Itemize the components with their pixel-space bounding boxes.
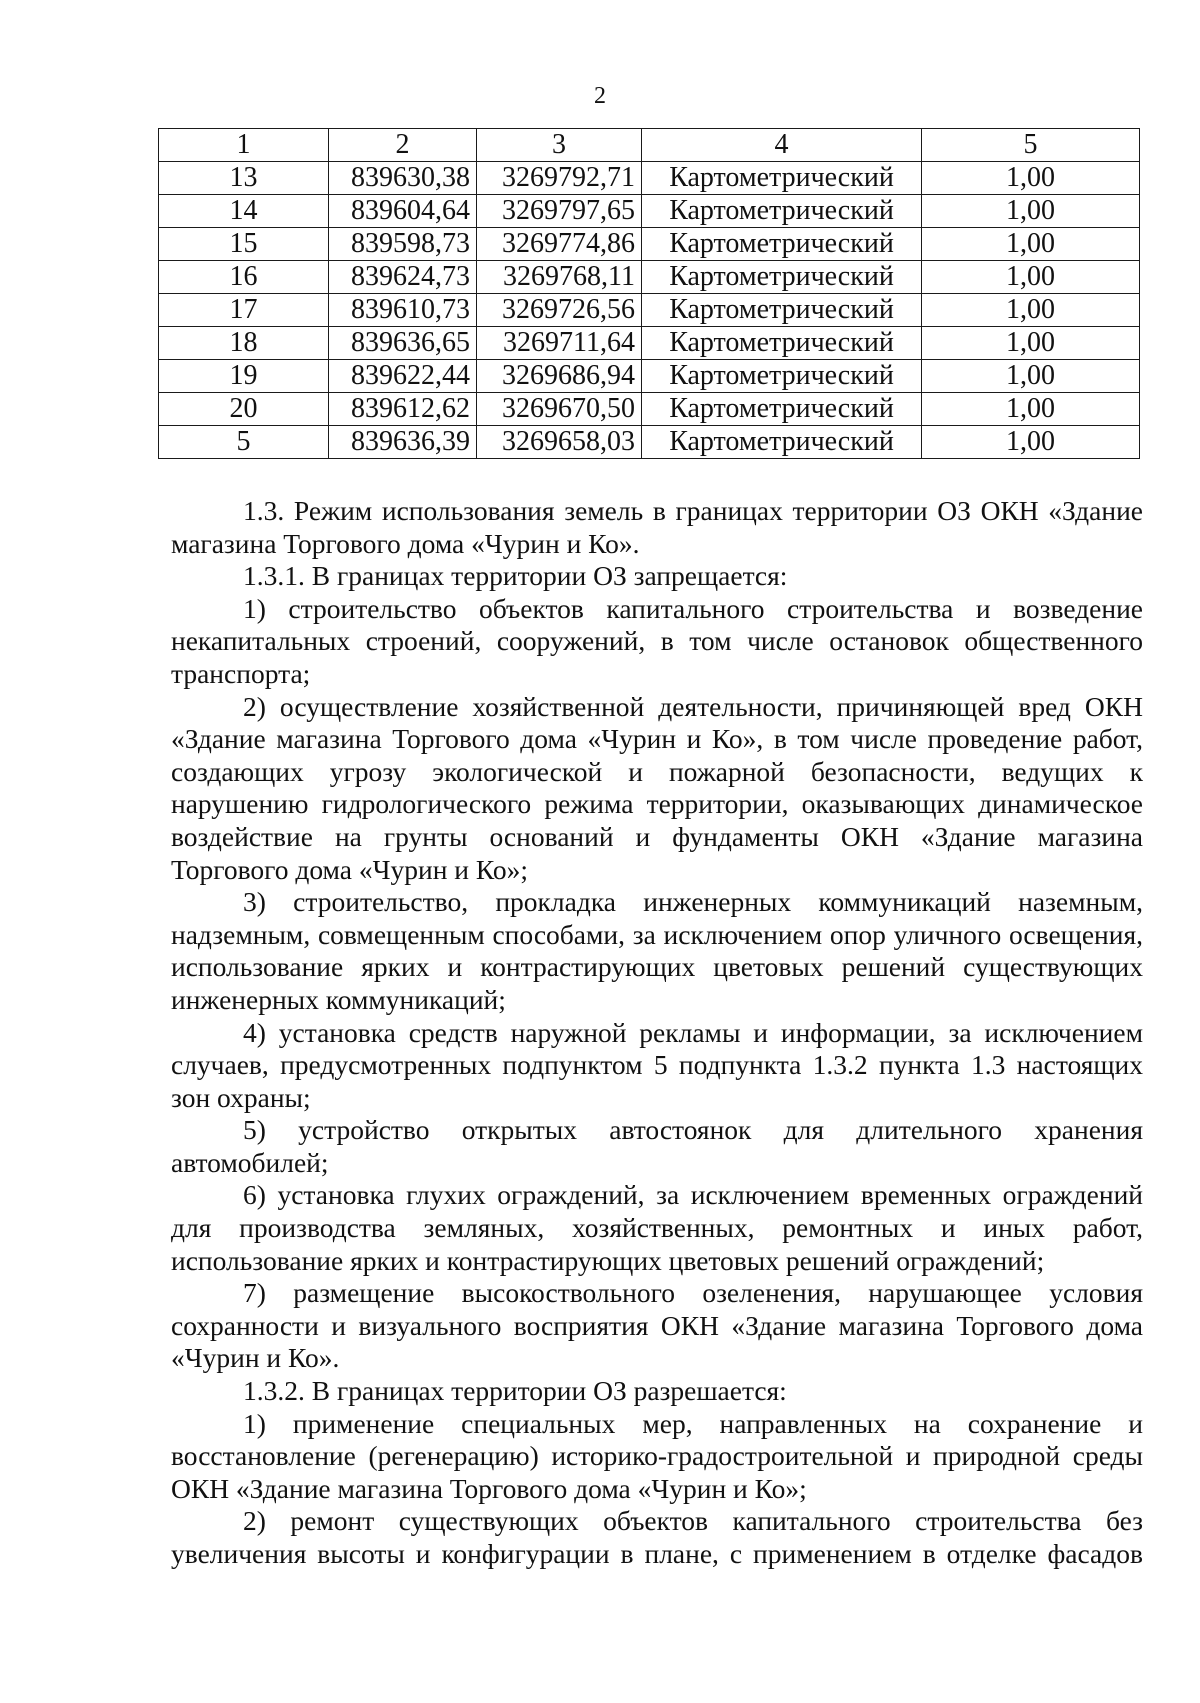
accuracy-cell: 1,00 (922, 327, 1140, 360)
point-number-cell: 15 (159, 228, 329, 261)
accuracy-cell: 1,00 (922, 195, 1140, 228)
method-cell: Картометрический (642, 261, 922, 294)
point-number-cell: 18 (159, 327, 329, 360)
table-row (159, 294, 1140, 327)
coordinates-table (158, 128, 1140, 459)
point-number-cell: 19 (159, 360, 329, 393)
y-coordinate-cell: 3269658,03 (477, 426, 642, 459)
x-coordinate-cell: 839612,62 (329, 393, 477, 426)
method-cell: Картометрический (642, 327, 922, 360)
y-coordinate-cell: 3269686,94 (477, 360, 642, 393)
document-body (171, 495, 1143, 1571)
method-cell: Картометрический (642, 195, 922, 228)
table-header-row (159, 129, 1140, 162)
point-number-cell: 17 (159, 294, 329, 327)
x-coordinate-cell: 839636,65 (329, 327, 477, 360)
x-coordinate-cell: 839598,73 (329, 228, 477, 261)
y-coordinate-cell: 3269726,56 (477, 294, 642, 327)
x-coordinate-cell: 839610,73 (329, 294, 477, 327)
x-coordinate-cell: 839622,44 (329, 360, 477, 393)
y-coordinate-cell: 3269792,71 (477, 162, 642, 195)
header-cell-3: 3 (477, 129, 642, 162)
header-cell-2: 2 (329, 129, 477, 162)
method-cell: Картометрический (642, 426, 922, 459)
accuracy-cell: 1,00 (922, 261, 1140, 294)
method-cell: Картометрический (642, 162, 922, 195)
x-coordinate-cell: 839630,38 (329, 162, 477, 195)
table-row (159, 162, 1140, 195)
accuracy-cell: 1,00 (922, 426, 1140, 459)
accuracy-cell: 1,00 (922, 393, 1140, 426)
point-number-cell: 5 (159, 426, 329, 459)
table-row (159, 228, 1140, 261)
paragraph-1-3: 1.3. Режим использования земель в границах территории ОЗ ОКН «Здание магазина Торгового дома «Чурин и Ко». (171, 495, 1143, 559)
table-row (159, 261, 1140, 294)
point-number-cell: 14 (159, 195, 329, 228)
paragraph-1-3-1: 1.3.1. В границах территории ОЗ запрещается: (243, 560, 788, 592)
table-row (159, 327, 1140, 360)
list-item-allowed-2: 2) ремонт существующих объектов капитального строительства без увеличения высоты и конфигурации в плане, с применением в отделке фасадов (171, 1505, 1143, 1569)
header-cell-1: 1 (159, 129, 329, 162)
table-row (159, 195, 1140, 228)
accuracy-cell: 1,00 (922, 228, 1140, 261)
point-number-cell: 16 (159, 261, 329, 294)
point-number-cell: 13 (159, 162, 329, 195)
method-cell: Картометрический (642, 294, 922, 327)
method-cell: Картометрический (642, 360, 922, 393)
list-item-prohibited-2: 2) осуществление хозяйственной деятельности, причиняющей вред ОКН «Здание магазина Торгового дома «Чурин и Ко», в том числе проведение работ, создающих угрозу экологической и пожарной безопасности, ведущих к нарушению гидрологического режима территории, оказывающих динамическое воздействие на грунты оснований и фундаменты ОКН «Здание магазина Торгового дома «Чурин и Ко»; (171, 690, 1143, 885)
accuracy-cell: 1,00 (922, 360, 1140, 393)
list-item-allowed-1: 1) применение специальных мер, направленных на сохранение и восстановление (регенерацию) историко-градостроительной и природной среды ОКН «Здание магазина Торгового дома «Чурин и Ко»; (171, 1407, 1143, 1504)
point-number-cell: 20 (159, 393, 329, 426)
y-coordinate-cell: 3269774,86 (477, 228, 642, 261)
table-row (159, 393, 1140, 426)
list-item-prohibited-3: 3) строительство, прокладка инженерных коммуникаций наземным, надземным, совмещенным способами, за исключением опор уличного освещения, использование ярких и контрастирующих цветовых решений существующих инженерных коммуникаций; (171, 886, 1143, 1015)
page-number: 2 (594, 83, 606, 109)
paragraph-1-3-2: 1.3.2. В границах территории ОЗ разрешается: (243, 1375, 787, 1407)
method-cell: Картометрический (642, 228, 922, 261)
y-coordinate-cell: 3269768,11 (477, 261, 642, 294)
accuracy-cell: 1,00 (922, 294, 1140, 327)
table-row (159, 360, 1140, 393)
method-cell: Картометрический (642, 393, 922, 426)
header-cell-4: 4 (642, 129, 922, 162)
accuracy-cell: 1,00 (922, 162, 1140, 195)
x-coordinate-cell: 839604,64 (329, 195, 477, 228)
x-coordinate-cell: 839636,39 (329, 426, 477, 459)
y-coordinate-cell: 3269670,50 (477, 393, 642, 426)
list-item-prohibited-5: 5) устройство открытых автостоянок для длительного хранения автомобилей; (171, 1114, 1143, 1178)
list-item-prohibited-4: 4) установка средств наружной рекламы и информации, за исключением случаев, предусмотренных подпунктом 5 подпункта 1.3.2 пункта 1.3 настоящих зон охраны; (171, 1016, 1143, 1113)
table-row (159, 426, 1140, 459)
header-cell-5: 5 (922, 129, 1140, 162)
list-item-prohibited-7: 7) размещение высокоствольного озеленения, нарушающее условия сохранности и визуального восприятия ОКН «Здание магазина Торгового дома «Чурин и Ко». (171, 1277, 1143, 1374)
y-coordinate-cell: 3269797,65 (477, 195, 642, 228)
x-coordinate-cell: 839624,73 (329, 261, 477, 294)
list-item-prohibited-6: 6) установка глухих ограждений, за исключением временных ограждений для производства земляных, хозяйственных, ремонтных и иных работ, использование ярких и контрастирующих цветовых решений ограждений; (171, 1179, 1143, 1276)
list-item-prohibited-1: 1) строительство объектов капитального строительства и возведение некапитальных строений, сооружений, в том числе остановок общественного транспорта; (171, 592, 1143, 689)
y-coordinate-cell: 3269711,64 (477, 327, 642, 360)
